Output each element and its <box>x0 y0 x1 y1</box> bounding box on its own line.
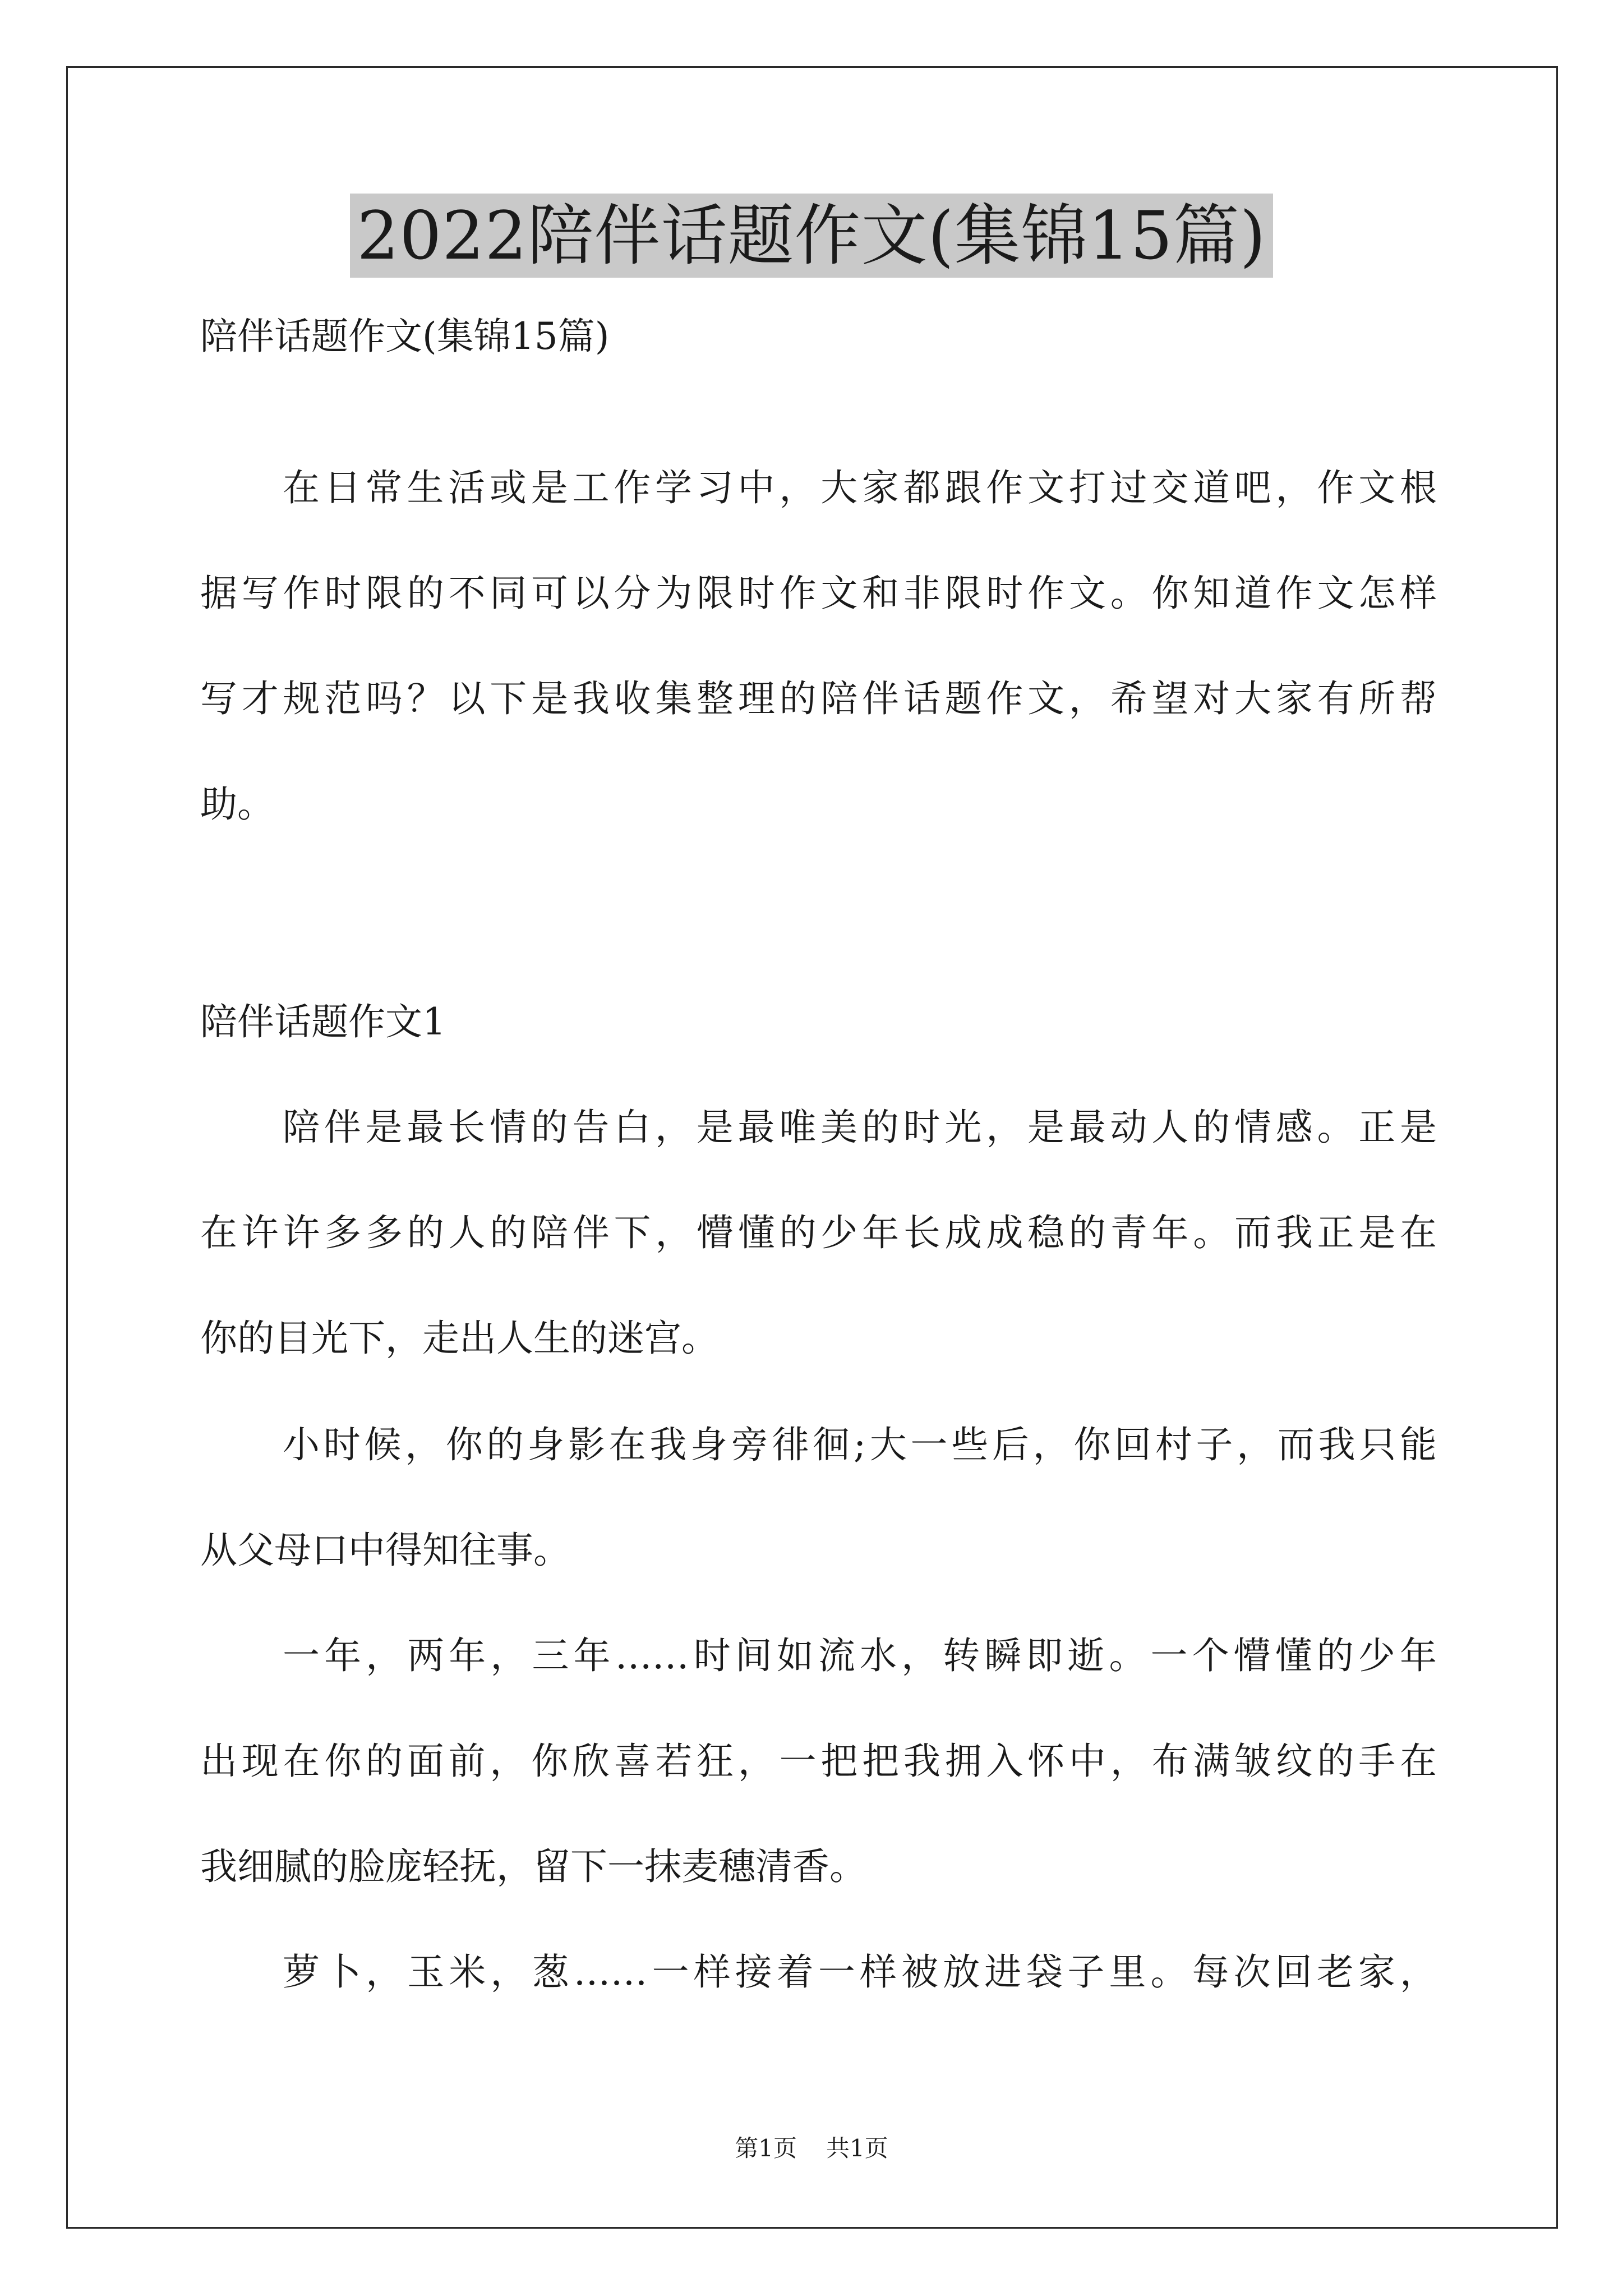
page-number: 第1页 <box>735 2134 797 2162</box>
para2-line: 小时候，你的身影在我身旁徘徊;大一些后，你回村子，而我只能 <box>283 1423 1437 1466</box>
page-footer <box>0 2132 1623 2165</box>
para1-line: 在许许多多的人的陪伴下，懵懂的少年长成成稳的青年。而我正是在 <box>200 1211 1437 1254</box>
document-subtitle: 陪伴话题作文(集锦15篇) <box>200 315 610 358</box>
para3-line: 一年，两年，三年……时间如流水，转瞬即逝。一个懵懂的少年 <box>283 1634 1437 1677</box>
intro-line: 助。 <box>200 783 274 826</box>
section-heading: 陪伴话题作文1 <box>200 1000 446 1043</box>
document-title: 2022陪伴话题作文(集锦15篇) <box>350 194 1273 278</box>
para2-line: 从父母口中得知往事。 <box>200 1529 570 1572</box>
intro-line: 在日常生活或是工作学习中，大家都跟作文打过交道吧，作文根 <box>283 466 1437 509</box>
para1-line: 陪伴是最长情的告白，是最唯美的时光，是最动人的情感。正是 <box>283 1106 1437 1149</box>
intro-line: 据写作时限的不同可以分为限时作文和非限时作文。你知道作文怎样 <box>200 572 1437 615</box>
para3-line: 出现在你的面前，你欣喜若狂，一把把我拥入怀中，布满皱纹的手在 <box>200 1740 1437 1783</box>
para1-line: 你的目光下，走出人生的迷宫。 <box>200 1317 718 1360</box>
intro-line: 写才规范吗？以下是我收集整理的陪伴话题作文，希望对大家有所帮 <box>200 677 1437 720</box>
para4-line: 萝卜，玉米，葱……一样接着一样被放进袋子里。每次回老家， <box>283 1950 1437 1994</box>
page-total: 共1页 <box>826 2134 888 2162</box>
title-block <box>0 194 1623 278</box>
para3-line: 我细腻的脸庞轻抚，留下一抹麦穗清香。 <box>200 1845 866 1888</box>
